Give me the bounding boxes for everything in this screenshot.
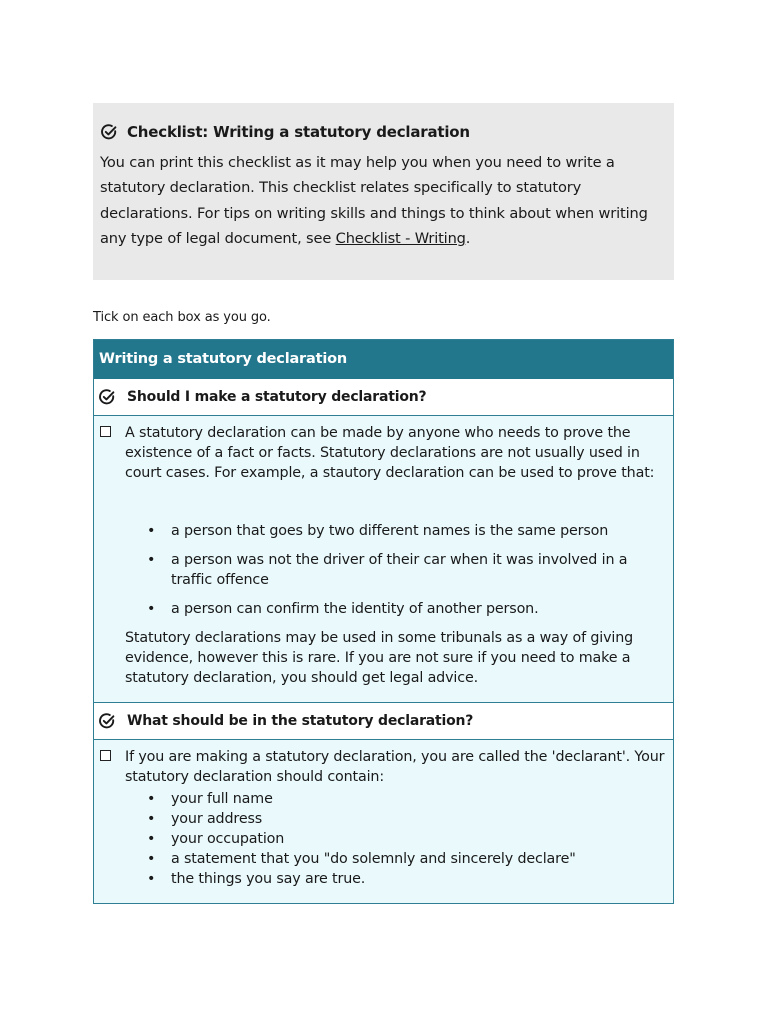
- intro-text-before-link: You can print this checklist as it may help you when you need to write a statutory declaration. This checklist relates specifically to statutory declarations. For tips on writing skills and things to think about when writing any type of legal document, see: [100, 154, 648, 247]
- bullet-icon: •: [147, 871, 156, 887]
- section-content-should-i-make: [94, 416, 673, 702]
- list-item-text: a person was not the driver of their car when it was involved in a traffic offence: [171, 552, 628, 588]
- section-row-should-i-make: [94, 379, 673, 416]
- list-item: [125, 521, 667, 541]
- list-item-text: your full name: [171, 791, 273, 807]
- list-item-text: the things you say are true.: [171, 871, 366, 887]
- intro-text-after-link: .: [465, 229, 471, 247]
- list-item-text: your occupation: [171, 831, 285, 847]
- check-circle-icon: [98, 388, 116, 406]
- bullet-icon: •: [147, 851, 156, 867]
- tick-note: Tick on each box as you go.: [93, 310, 271, 325]
- intro-box: [93, 103, 674, 280]
- section-outro-text: Statutory declarations may be used in some tribunals as a way of giving evidence, however this is rare. If you are not sure if you need to make a statutory declaration, you should get legal advice.: [125, 630, 634, 686]
- list-item: [125, 869, 667, 889]
- list-item-text: a person that goes by two different names is the same person: [171, 523, 609, 539]
- section-content-what-should-be: [94, 740, 673, 903]
- bullet-icon: •: [147, 791, 156, 807]
- list-item-text: your address: [171, 811, 263, 827]
- bullet-icon: •: [147, 831, 156, 847]
- intro-text: [100, 150, 666, 251]
- section-intro-text: A statutory declaration can be made by anyone who needs to prove the existence of a fact or facts. Statutory declarations are not usually used in court cases. For example, a stautory declaration can be used to prove that:: [125, 425, 655, 481]
- bullet-icon: •: [147, 601, 156, 617]
- intro-title-row: [100, 123, 666, 141]
- checklist-writing-link[interactable]: Checklist - Writing: [335, 229, 466, 247]
- bullet-list: [125, 521, 667, 619]
- checklist-table: [93, 339, 674, 904]
- bullet-icon: •: [147, 523, 156, 539]
- list-item-text: a statement that you "do solemnly and sincerely declare": [171, 851, 576, 867]
- list-item: [125, 809, 667, 829]
- list-item: [125, 849, 667, 869]
- checkbox-what-should-be[interactable]: [100, 750, 111, 761]
- list-item: [125, 789, 667, 809]
- list-item: [125, 550, 667, 590]
- content-body: [125, 423, 667, 688]
- section-title: What should be in the statutory declaration?: [127, 713, 474, 729]
- table-header: Writing a statutory declaration: [94, 340, 673, 379]
- bullet-icon: •: [147, 811, 156, 827]
- check-circle-icon: [100, 123, 118, 141]
- section-intro-text: If you are making a statutory declaration, you are called the 'declarant'. Your statutory declaration should contain:: [125, 749, 665, 785]
- bullet-list: [125, 789, 667, 889]
- list-item: [125, 829, 667, 849]
- section-row-what-should-be: [94, 702, 673, 740]
- checkbox-should-i-make[interactable]: [100, 426, 111, 437]
- check-circle-icon: [98, 712, 116, 730]
- content-body: [125, 747, 667, 889]
- section-title: Should I make a statutory declaration?: [127, 389, 427, 405]
- list-item-text: a person can confirm the identity of another person.: [171, 601, 539, 617]
- intro-title: Checklist: Writing a statutory declaration: [127, 123, 470, 141]
- list-item: [125, 599, 667, 619]
- bullet-icon: •: [147, 552, 156, 568]
